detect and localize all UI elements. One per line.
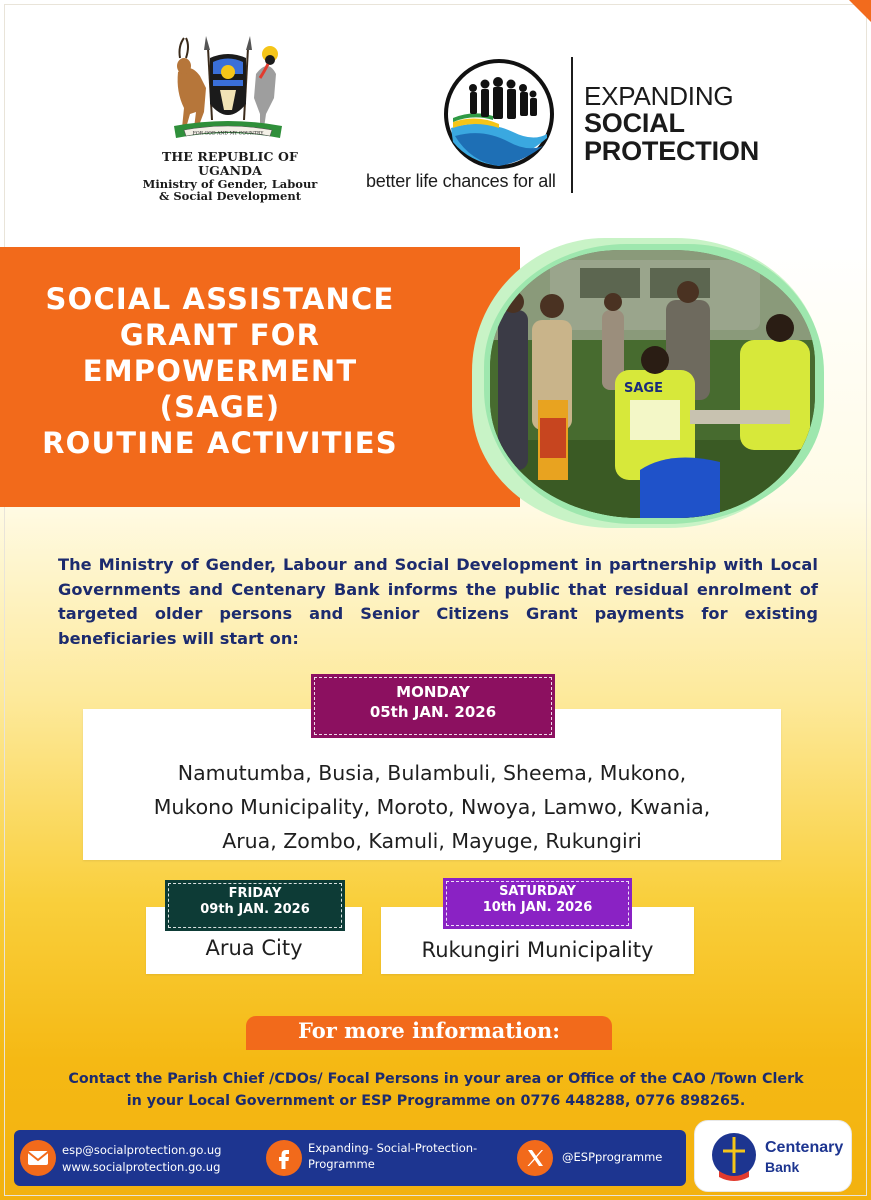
banner-title-line5: ROUTINE ACTIVITIES	[42, 426, 398, 460]
monday-places-line1: Namutumba, Busia, Bulambuli, Sheema, Mukono,	[177, 761, 687, 785]
banner-title-line3: EMPOWERMENT	[82, 354, 358, 388]
friday-day: FRIDAY	[228, 886, 282, 901]
coat-motto: FOR GOD AND MY COUNTRY	[192, 131, 264, 137]
facebook-line1: Expanding- Social-Protection-	[308, 1141, 478, 1155]
contact-line1: Contact the Parish Chief /CDOs/ Focal Persons in your area or Office of the CAO /Town Clerk	[68, 1071, 804, 1087]
ministry-block	[130, 150, 330, 203]
monday-date-tag	[311, 674, 555, 738]
centenary-bank-badge	[694, 1120, 852, 1192]
banner-title-line1: SOCIAL ASSISTANCE	[45, 282, 395, 316]
saturday-date-tag	[443, 878, 632, 929]
bank-name-line2: Bank	[765, 1159, 800, 1175]
ministry-label-2: & Social Development	[158, 189, 302, 204]
facebook-link[interactable]	[308, 1140, 477, 1172]
event-photo-illustration	[490, 250, 815, 518]
monday-date: 05th JAN. 2026	[369, 703, 497, 721]
esp-title-line3: PROTECTION	[584, 136, 760, 166]
facebook-line2: Programme	[308, 1157, 375, 1171]
saturday-places: Rukungiri Municipality	[421, 938, 654, 962]
saturday-date: 10th JAN. 2026	[482, 900, 593, 915]
friday-places: Arua City	[205, 936, 303, 960]
email-icon[interactable]	[20, 1140, 56, 1176]
friday-date: 09th JAN. 2026	[200, 902, 310, 917]
centenary-bank-logo-icon	[709, 1129, 759, 1185]
x-icon[interactable]	[517, 1140, 553, 1176]
banner-title-line4: (SAGE)	[159, 390, 281, 424]
x-handle-link[interactable]: @ESPprogramme	[562, 1150, 663, 1164]
esp-logo-icon	[443, 58, 555, 170]
intro-paragraph: The Ministry of Gender, Labour and Social Development in partnership with Local Governments and Centenary Bank informs the public that residual enrolment of targeted older persons and Senior Citizens Grant payments for existing beneficiaries will start on:	[58, 555, 818, 648]
esp-title	[584, 83, 759, 165]
republic-label: THE REPUBLIC OF UGANDA	[162, 149, 298, 178]
monday-places-line2: Mukono Municipality, Moroto, Nwoya, Lamwo, Kwania,	[153, 795, 711, 819]
header-divider	[571, 57, 573, 193]
banner-title-line2: GRANT FOR	[119, 318, 321, 352]
website-link[interactable]: www.socialprotection.go.ug	[62, 1160, 221, 1174]
esp-tagline: better life chances for all	[366, 171, 556, 191]
esp-title-line2: SOCIAL	[584, 108, 685, 138]
facebook-icon[interactable]	[266, 1140, 302, 1176]
event-photo	[490, 250, 815, 518]
monday-places	[83, 756, 781, 858]
monday-places-line3: Arua, Zombo, Kamuli, Mayuge, Rukungiri	[222, 829, 642, 853]
photo-vest-text: SAGE	[624, 381, 663, 396]
corner-accent	[849, 0, 871, 22]
banner-title	[0, 281, 440, 461]
email-link[interactable]: esp@socialprotection.go.ug	[62, 1143, 222, 1157]
event-photo-group	[462, 230, 832, 530]
esp-title-line1: EXPANDING	[584, 81, 734, 111]
bank-name-line1: Centenary	[765, 1139, 844, 1156]
contact-info	[30, 1068, 842, 1112]
friday-date-tag	[165, 880, 345, 931]
coat-of-arms-icon	[160, 28, 296, 146]
ministry-label-1: Ministry of Gender, Labour	[142, 176, 318, 191]
saturday-day: SATURDAY	[499, 884, 576, 899]
contact-line2: in your Local Government or ESP Programme on 0776 448288, 0776 898265.	[126, 1093, 746, 1109]
monday-day: MONDAY	[396, 683, 470, 701]
more-info-label: For more information:	[298, 1018, 560, 1043]
